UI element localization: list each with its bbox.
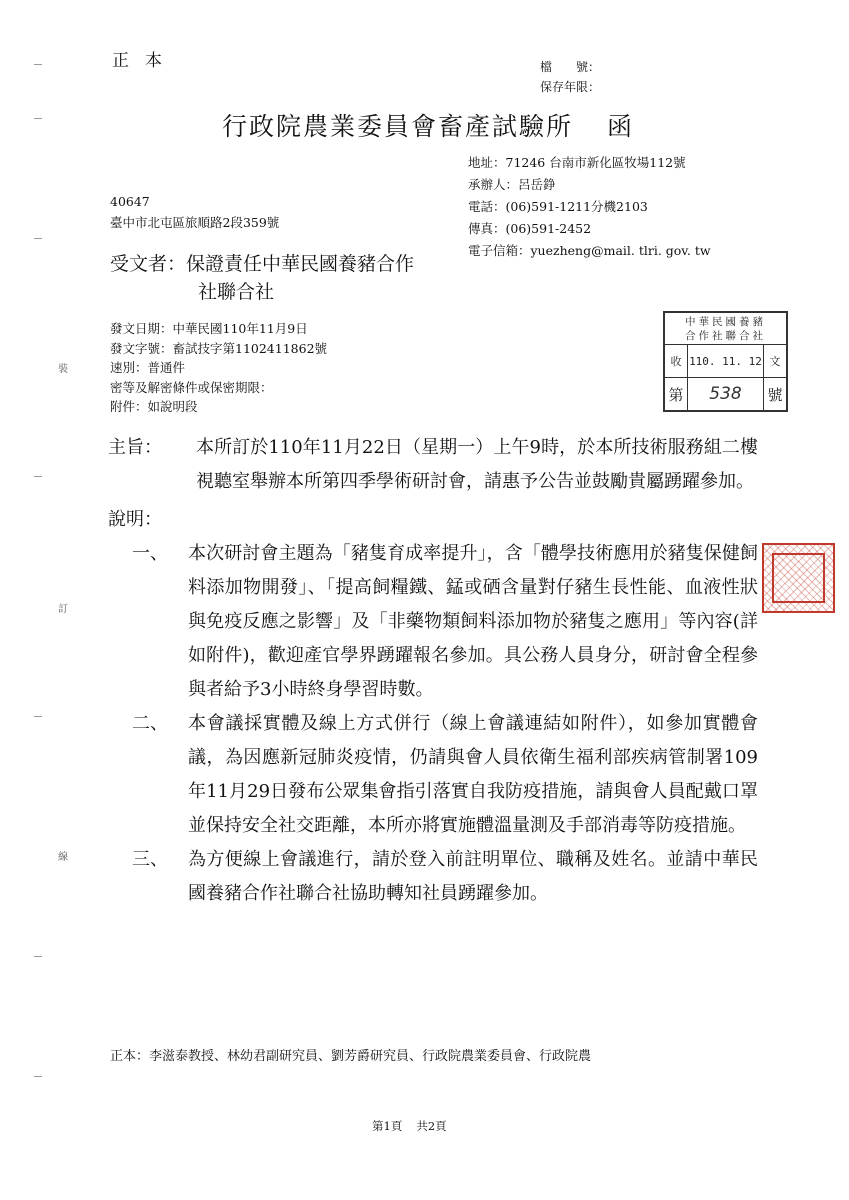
item-text: 為方便線上會議進行，請於登入前註明單位、職稱及姓名。並請中華民國養豬合作社聯合社協助轉知社員踴躍參加。 bbox=[188, 849, 758, 904]
binding-dash bbox=[34, 956, 42, 957]
explanation-item bbox=[108, 537, 758, 707]
stamp-org bbox=[665, 313, 786, 345]
stamp-no-suffix: 號 bbox=[763, 378, 786, 410]
item-text: 本會議採實體及線上方式併行（線上會議連結如附件），如參加實體會議，為因應新冠肺炎疫情，仍請與會人員依衛生福利部疾病管制署109年11月29日發布公眾集會指引落實自我防疫措施，請與會人員配戴口罩並保持安全社交距離，本所亦將實施體溫量測及手部消毒等防疫措施。 bbox=[188, 713, 758, 836]
binding-dash bbox=[34, 476, 42, 477]
recipient-name-line2: 社聯合社 bbox=[198, 281, 275, 303]
secrecy: 密等及解密條件或保密期限： bbox=[110, 379, 273, 395]
issue-number: 發文字號：畜試技字第1102411862號 bbox=[110, 340, 328, 356]
page-number: 第1頁 bbox=[372, 1119, 403, 1133]
stamp-date: 110. 11. 12 bbox=[689, 354, 762, 368]
sender-address: 地址：71246 台南市新化區牧場112號 bbox=[468, 155, 686, 170]
binding-dash bbox=[34, 238, 42, 239]
explanation-item bbox=[108, 707, 758, 843]
binding-mark-xian: 線 bbox=[58, 852, 68, 863]
filing-info bbox=[540, 57, 600, 97]
fax: 傳真：(06)591-2452 bbox=[468, 221, 592, 236]
speed: 速別：普通件 bbox=[110, 360, 186, 375]
stamp-number-row bbox=[665, 378, 786, 410]
issue-date: 發文日期：中華民國110年11月9日 bbox=[110, 321, 308, 336]
binding-dash bbox=[34, 1076, 42, 1077]
official-seal-inner bbox=[772, 553, 825, 603]
stamp-received-mark: 收 bbox=[665, 345, 688, 377]
document-title bbox=[222, 107, 634, 143]
recipient-label: 受文者： bbox=[110, 253, 187, 275]
recipient-name-line1: 保證責任中華民國養豬合作 bbox=[186, 253, 415, 275]
email: 電子信箱：yuezheng@mail. tlri. gov. tw bbox=[468, 243, 711, 258]
meta-block bbox=[110, 319, 327, 417]
subject bbox=[108, 431, 758, 499]
stamp-doc-mark: 文 bbox=[763, 345, 786, 377]
receiver-address bbox=[110, 191, 279, 233]
stamp-org-line2: 合作社聯合社 bbox=[685, 330, 766, 342]
handler: 承辦人：呂岳錚 bbox=[468, 177, 556, 192]
item-number: 三、 bbox=[132, 849, 168, 870]
binding-mark-ding: 訂 bbox=[58, 604, 68, 615]
explanation-item bbox=[108, 843, 758, 911]
stamp-number: 538 bbox=[709, 384, 742, 404]
page-total: 共2頁 bbox=[416, 1119, 447, 1133]
received-stamp bbox=[663, 311, 788, 412]
phone: 電話：(06)591-1211分機2103 bbox=[468, 199, 648, 214]
agency-name: 行政院農業委員會畜產試驗所 bbox=[222, 112, 574, 141]
binding-dash bbox=[34, 118, 42, 119]
binding-dash bbox=[34, 64, 42, 65]
item-number: 二、 bbox=[132, 713, 168, 734]
page-footer bbox=[372, 1118, 447, 1134]
cc-line: 正本：李滋泰教授、林幼君副研究員、劉芳爵研究員、行政院農業委員會、行政院農 bbox=[110, 1049, 592, 1064]
receiver-street: 臺中市北屯區旅順路2段359號 bbox=[110, 215, 280, 230]
receiver-postcode: 40647 bbox=[110, 194, 150, 209]
stamp-no-prefix: 第 bbox=[665, 378, 688, 410]
item-number: 一、 bbox=[132, 543, 168, 564]
stamp-date-row bbox=[665, 345, 786, 378]
recipient bbox=[110, 250, 414, 306]
stamp-org-line1: 中華民國養豬 bbox=[685, 316, 766, 328]
item-text: 本次研討會主題為「豬隻育成率提升」，含「體學技術應用於豬隻保健飼料添加物開發」、「提高飼糧鐵、錳或硒含量對仔豬生長性能、血液性狀與免疫反應之影響」及「非藥物類飼料添加物於豬隻之應用」等內容(詳如附件)，歡迎產官學界踴躍報名參加。具公務人員身分，研討會全程參與者給予3小時終身學習時數。 bbox=[188, 543, 758, 700]
subject-label: 主旨： bbox=[108, 437, 162, 458]
body bbox=[108, 431, 758, 911]
attachment: 附件：如說明段 bbox=[110, 399, 198, 414]
copy-type: 正本 bbox=[112, 51, 178, 71]
explanation-label: 說明： bbox=[108, 509, 162, 530]
binding-dash bbox=[34, 716, 42, 717]
binding-mark-zhuang: 裝 bbox=[58, 364, 68, 375]
subject-text: 本所訂於110年11月22日（星期一）上午9時，於本所技術服務組二樓視聽室舉辦本所第四季學術研討會，請惠予公告並鼓勵貴屬踴躍參加。 bbox=[196, 437, 758, 492]
retention-label: 保存年限： bbox=[540, 80, 601, 94]
contact-block bbox=[468, 152, 711, 262]
official-seal bbox=[762, 543, 835, 613]
doc-type: 函 bbox=[607, 112, 635, 141]
file-number-label: 檔 號： bbox=[540, 60, 601, 74]
